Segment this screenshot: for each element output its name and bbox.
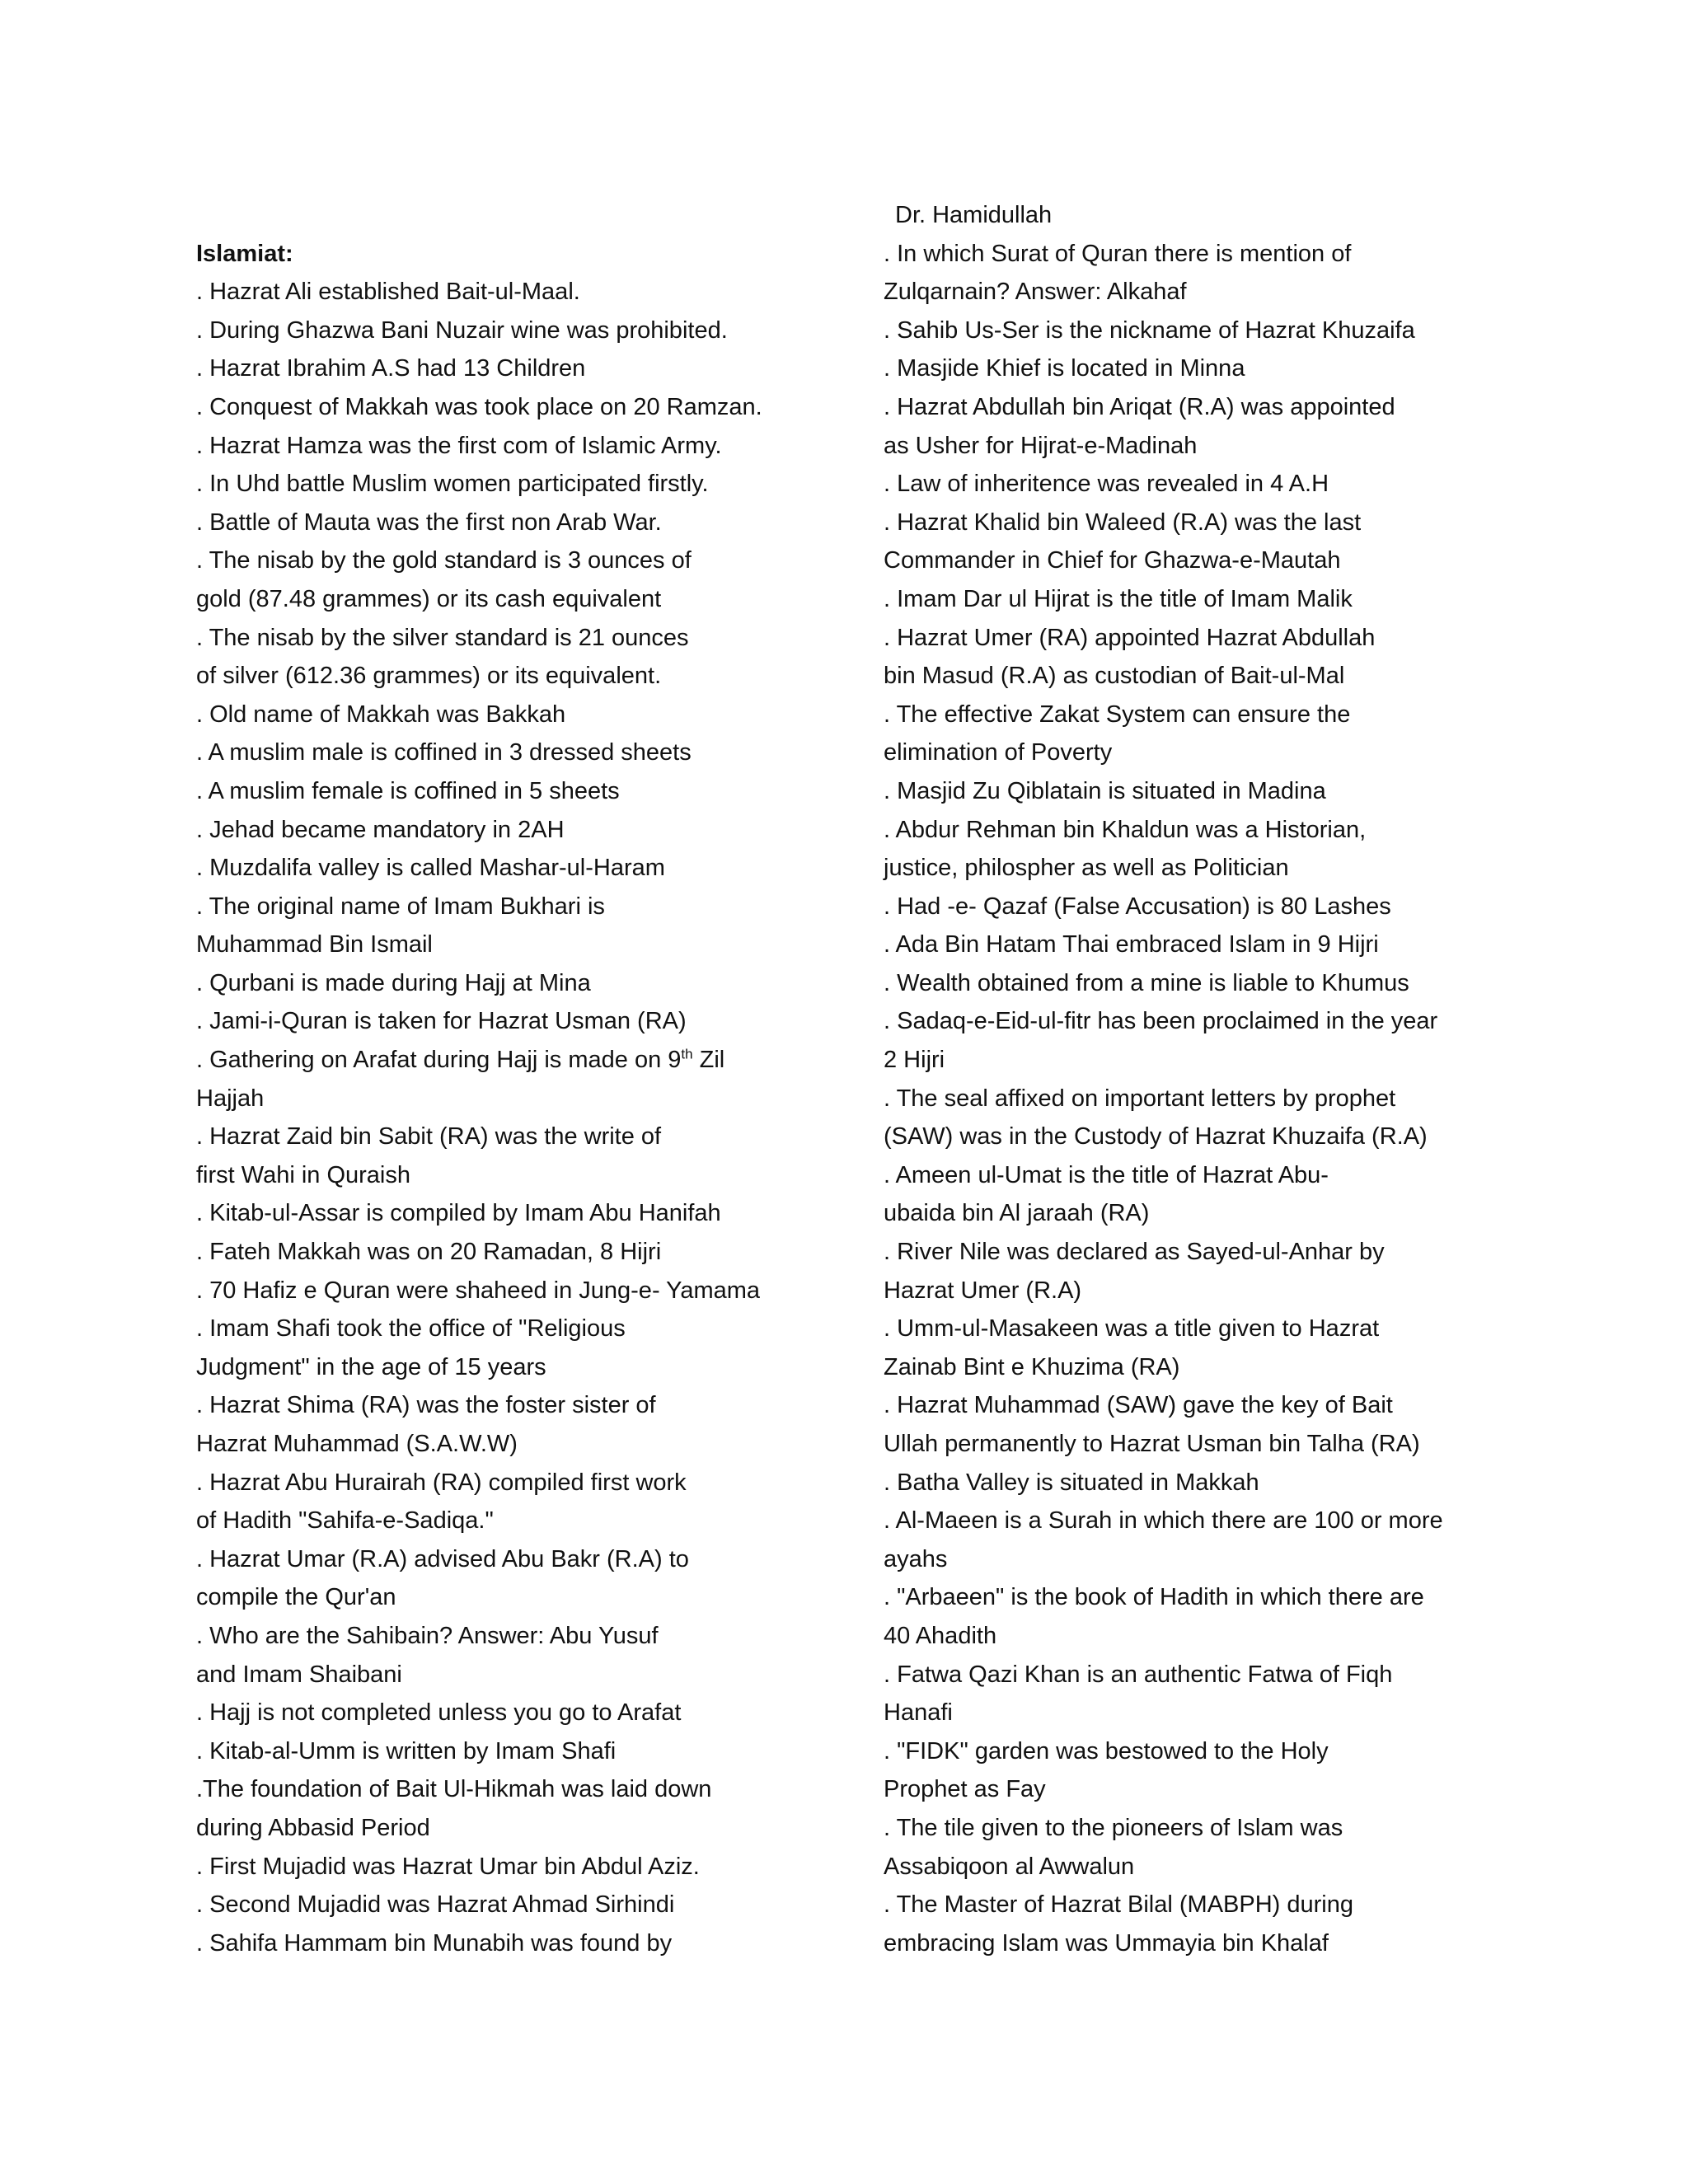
text-line: Hazrat Muhammad (S.A.W.W) [196,1431,518,1457]
text-line: . Hazrat Ibrahim A.S had 13 Children [196,355,586,382]
text-line: . During Ghazwa Bani Nuzair wine was prohibited. [196,316,728,344]
text-line: . Hazrat Umar (R.A) advised Abu Bakr (R.A) to [196,1545,689,1572]
text-line: . Al-Maeen is a Surah in which there are 100 or more [884,1507,1443,1535]
text-line: . In Uhd battle Muslim women participated firstly. [196,471,709,498]
text-line: . The nisab by the gold standard is 3 ounces of [196,547,692,574]
text-line: . Ameen ul-Umat is the title of Hazrat Abu- [884,1161,1329,1188]
text-line: . Who are the Sahibain? Answer: Abu Yusuf [196,1622,659,1649]
text-line: Judgment" in the age of 15 years [196,1353,546,1380]
text-line: . Batha Valley is situated in Makkah [884,1469,1259,1496]
text-line: of silver (612.36 grammes) or its equivalent. [196,663,662,690]
text-line: Zainab Bint e Khuzima (RA) [884,1353,1180,1380]
section-heading: Islamiat: [196,240,293,267]
text-line: . Hazrat Zaid bin Sabit (RA) was the write of [196,1123,662,1151]
text-line: . The tile given to the pioneers of Islam was [884,1814,1343,1841]
text-line: . Wealth obtained from a mine is liable to Khumus [884,969,1409,996]
text-line: Hanafi [884,1699,953,1727]
text-line: . "Arbaeen" is the book of Hadith in which there are [884,1584,1424,1611]
text-line: . Qurbani is made during Hajj at Mina [196,969,591,996]
text-line: . Umm-ul-Masakeen was a title given to Hazrat [884,1315,1380,1343]
text-line: . "FIDK" garden was bestowed to the Holy [884,1737,1329,1765]
text-line: .The foundation of Bait Ul-Hikmah was laid down [196,1776,712,1803]
text-line: . Sahifa Hammam bin Munabih was found by [196,1929,673,1957]
text-line: . Hajj is not completed unless you go to Arafat [196,1699,682,1727]
text-line: and Imam Shaibani [196,1661,402,1688]
text-line: . The nisab by the silver standard is 21 ounces [196,624,689,651]
text-line: . Hazrat Hamza was the first com of Islamic Army. [196,432,722,459]
left-column [196,196,823,1962]
text-line: bin Masud (R.A) as custodian of Bait-ul-Mal [884,663,1345,690]
text-line: . Fateh Makkah was on 20 Ramadan, 8 Hijri [196,1239,662,1266]
superscript-th: th [681,1046,693,1062]
text-line: . Hazrat Umer (RA) appointed Hazrat Abdullah [884,624,1376,651]
text-line: Prophet as Fay [884,1776,1046,1803]
text-line: . Jami-i-Quran is taken for Hazrat Usman (RA) [196,1008,687,1035]
text-line: 2 Hijri [884,1047,945,1074]
text-line: . Hazrat Ali established Bait-ul-Maal. [196,279,580,306]
text-line: . 70 Hafiz e Quran were shaheed in Jung-e- Yamama [196,1277,761,1304]
text-line: of Hadith "Sahifa-e-Sadiqa." [196,1507,494,1535]
text-line-arafat: . Gathering on Arafat during Hajj is made on 9th Zil [196,1046,725,1074]
text-line: . River Nile was declared as Sayed-ul-Anhar by [884,1239,1385,1266]
text-line: Zulqarnain? Answer: Alkahaf [884,279,1187,306]
text-line: as Usher for Hijrat-e-Madinah [884,432,1198,459]
text-line: . A muslim male is coffined in 3 dressed sheets [196,739,692,766]
left-column-lines [196,273,823,1041]
text-line: . Imam Dar ul Hijrat is the title of Imam Malik [884,585,1353,612]
text-line: during Abbasid Period [196,1814,430,1841]
text-line: . Old name of Makkah was Bakkah [196,701,566,728]
text-line: gold (87.48 grammes) or its cash equivalent [196,585,662,612]
text-line: Commander in Chief for Ghazwa-e-Mautah [884,547,1341,574]
text-line: embracing Islam was Ummayia bin Khalaf [884,1929,1329,1957]
text-line: . Conquest of Makkah was took place on 20 Ramzan. [196,393,762,420]
text-line: (SAW) was in the Custody of Hazrat Khuzaifa (R.A) [884,1123,1428,1151]
text-line: . The original name of Imam Bukhari is [196,893,605,920]
text-line: Hazrat Umer (R.A) [884,1277,1082,1304]
text-line: . Muzdalifa valley is called Mashar-ul-Haram [196,855,665,882]
text-line: . The effective Zakat System can ensure the [884,701,1351,728]
text-line: 40 Ahadith [884,1622,997,1649]
text-line: . Masjide Khief is located in Minna [884,355,1245,382]
text-line: . Hazrat Muhammad (SAW) gave the key of Bait [884,1392,1393,1419]
text-line: . Kitab-ul-Assar is compiled by Imam Abu Hanifah [196,1200,721,1227]
text-line: . Had -e- Qazaf (False Accusation) is 80 Lashes [884,893,1391,920]
text-line: . Law of inheritence was revealed in 4 A.H [884,471,1329,498]
text-line: Ullah permanently to Hazrat Usman bin Talha (RA) [884,1431,1420,1457]
text-line: ubaida bin Al jaraah (RA) [884,1200,1150,1227]
text-line: elimination of Poverty [884,739,1113,766]
text-line: . Sahib Us-Ser is the nickname of Hazrat Khuzaifa [884,316,1415,344]
text-line: . Hazrat Abu Hurairah (RA) compiled first work [196,1469,687,1496]
text-line: . Jehad became mandatory in 2AH [196,816,565,843]
right-column-lines [884,235,1493,1963]
text-line: . Fatwa Qazi Khan is an authentic Fatwa of Fiqh [884,1661,1393,1688]
right-column [884,196,1493,1962]
text-line: Muhammad Bin Ismail [196,931,433,958]
text-line: . The Master of Hazrat Bilal (MABPH) during [884,1891,1353,1919]
text-line: . Battle of Mauta was the first non Arab War. [196,509,662,536]
text-line: Dr. Hamidullah [895,202,1053,228]
text-line: . Masjid Zu Qiblatain is situated in Madina [884,777,1326,804]
text-line: . Kitab-al-Umm is written by Imam Shafi [196,1737,617,1765]
text-line: compile the Qur'an [196,1584,396,1611]
text-line: . In which Surat of Quran there is mention of [884,240,1352,267]
text-line: . Hazrat Shima (RA) was the foster sister of [196,1392,656,1419]
text-line: justice, philospher as well as Politician [884,855,1289,882]
text-line: first Wahi in Quraish [196,1161,410,1188]
text-line: . The seal affixed on important letters by prophet [884,1085,1396,1112]
text-line: . Sadaq-e-Eid-ul-fitr has been proclaimed in the year [884,1008,1438,1035]
text-line: . Hazrat Khalid bin Waleed (R.A) was the last [884,509,1362,536]
text-line: . Hazrat Abdullah bin Ariqat (R.A) was appointed [884,393,1395,420]
text-line: . Abdur Rehman bin Khaldun was a Historian, [884,816,1367,843]
text-line: . Ada Bin Hatam Thai embraced Islam in 9 Hijri [884,931,1379,958]
text-line: . Second Mujadid was Hazrat Ahmad Sirhindi [196,1891,675,1919]
text-line: ayahs [884,1545,948,1572]
text-line: . First Mujadid was Hazrat Umar bin Abdul Aziz. [196,1853,700,1880]
left-column-lines-continued [196,1080,823,1963]
text-line: . A muslim female is coffined in 5 sheets [196,777,620,804]
text-line: . Imam Shafi took the office of "Religious [196,1315,626,1343]
text-line: Assabiqoon al Awwalun [884,1853,1135,1880]
text-line: Hajjah [196,1085,265,1112]
